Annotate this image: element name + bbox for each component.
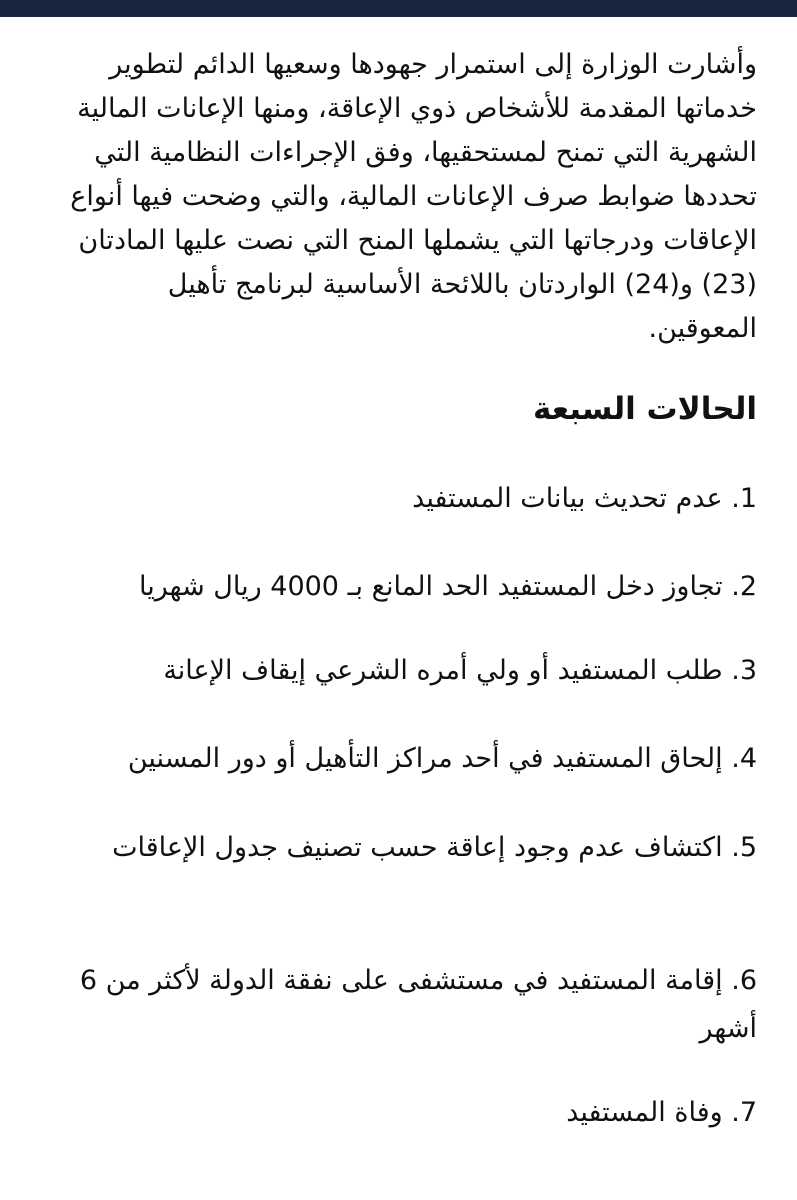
intro-paragraph: وأشارت الوزارة إلى استمرار جهودها وسعيها الدائم لتطوير خدماتها المقدمة للأشخاص ذوي الإعاقة، ومنها الإعانات المالية الشهرية التي تمنح لمستحقيها، وفق الإجراءات النظامية التي تحددها ضوابط صرف الإعانات المالية، والتي وضحت فيها أنواع الإعاقات ودرجاتها التي يشملها المنح التي نصت عليها المادتان (23) و(24) الواردتان باللائحة الأساسية لبرنامج تأهيل المعوقين.	[70, 49, 757, 344]
section-title: الحالات السبعة	[532, 391, 757, 427]
top-bar	[0, 0, 797, 17]
list-item-4: 4. إلحاق المستفيد في أحد مراكز التأهيل أو دور المسنين	[127, 743, 757, 774]
list-item-6: 6. إقامة المستفيد في مستشفى على نفقة الدولة لأكثر من 6 أشهر	[79, 965, 757, 1044]
list-item-7: 7. وفاة المستفيد	[566, 1097, 757, 1128]
article-page	[0, 17, 797, 1200]
list-item-5: 5. اكتشاف عدم وجود إعاقة حسب تصنيف جدول الإعاقات	[112, 832, 757, 863]
list-item-2: 2. تجاوز دخل المستفيد الحد المانع بـ 4000 ريال شهريا	[138, 571, 757, 602]
list-item-3: 3. طلب المستفيد أو ولي أمره الشرعي إيقاف الإعانة	[163, 655, 757, 686]
list-item-1: 1. عدم تحديث بيانات المستفيد	[412, 483, 757, 514]
